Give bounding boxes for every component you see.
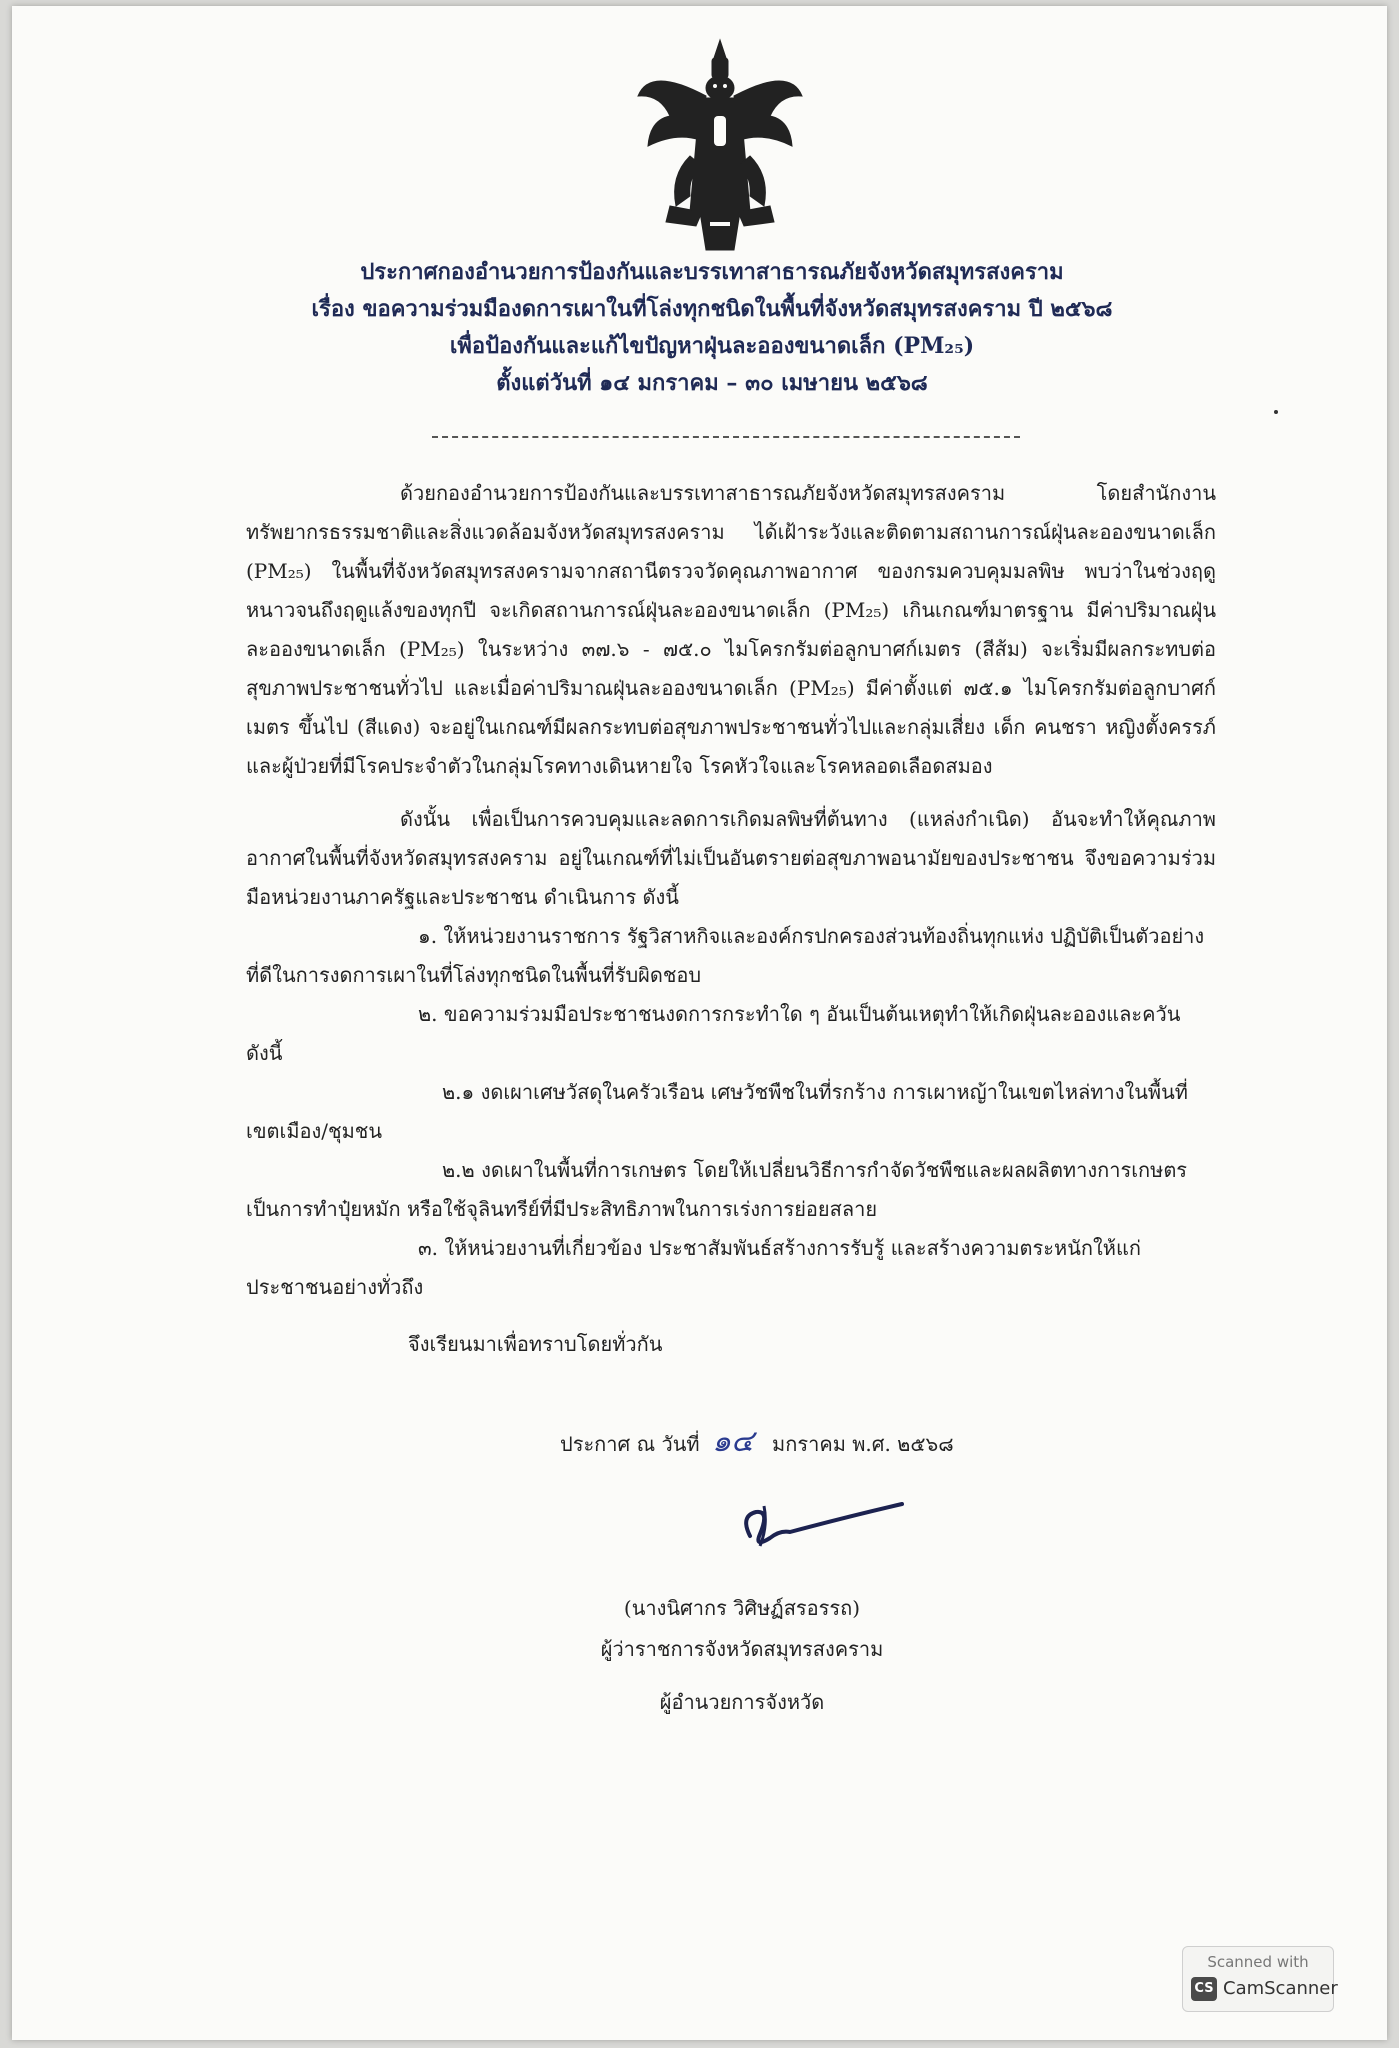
signature-image (730, 1476, 910, 1566)
scan-dot (1274, 410, 1278, 414)
date-day-handwritten: ๑๔ (711, 1424, 754, 1459)
heading-line-4: ตั้งแต่วันที่ ๑๔ มกราคม – ๓๐ เมษายน ๒๕๖๘ (496, 370, 928, 396)
scanned-with-label: Scanned with (1207, 1953, 1309, 1971)
list-item-3: ๓. ให้หน่วยงานที่เกี่ยวข้อง ประชาสัมพันธ์สร้างการรับรู้ และสร้างความตระหนักให้แก่ประชาชนอย่างทั่วถึง (246, 1236, 1141, 1299)
signer-title: ผู้ว่าราชการจังหวัดสมุทรสงคราม (600, 1637, 884, 1661)
paragraph-request: ดังนั้น เพื่อเป็นการควบคุมและลดการเกิดมลพิษที่ต้นทาง (แหล่งกำเนิด) อันจะทำให้คุณภาพอากาศในพื้นที่จังหวัดสมุทรสงคราม อยู่ในเกณฑ์ที่ไม่เป็นอันตรายต่อสุขภาพอนามัยของประชาชน จึงขอความร่วมมือหน่วยงานภาครัฐและประชาชน ดำเนินการ ดังนี้ (246, 807, 1216, 909)
camscanner-logo-icon: CS (1191, 1977, 1217, 2001)
garuda-emblem-icon (630, 36, 810, 256)
list-item-2-2: ๒.๒ งดเผาในพื้นที่การเกษตร โดยให้เปลี่ยนวิธีการกำจัดวัชพืชและผลผลิตทางการเกษตรเป็นการทำปุ๋ยหมัก หรือใช้จุลินทรีย์ที่มีประสิทธิภาพในการเร่งการย่อยสลาย (246, 1158, 1188, 1221)
camscanner-label: CamScanner (1223, 1978, 1338, 1999)
closing-line: จึงเรียนมาเพื่อทราบโดยทั่วกัน (408, 1332, 663, 1356)
list-item-2: ๒. ขอความร่วมมือประชาชนงดการกระทำใด ๆ อันเป็นต้นเหตุทำให้เกิดฝุ่นละอองและควัน ดังนี้ (246, 1002, 1181, 1065)
date-prefix: ประกาศ ณ วันที่ (560, 1432, 700, 1456)
heading-line-1: ประกาศกองอำนวยการป้องกันและบรรเทาสาธารณภัยจังหวัดสมุทรสงคราม (360, 259, 1064, 285)
signer-role: ผู้อำนวยการจังหวัด (659, 1690, 825, 1714)
announcement-date (560, 1418, 954, 1465)
announcement-heading (212, 254, 1212, 402)
signer-block (572, 1588, 912, 1723)
paragraph-background: ด้วยกองอำนวยการป้องกันและบรรเทาสาธารณภัยจังหวัดสมุทรสงคราม โดยสำนักงานทรัพยากรธรรมชาติและสิ่งแวดล้อมจังหวัดสมุทรสงคราม ได้เฝ้าระวังและติดตามสถานการณ์ฝุ่นละอองขนาดเล็ก (PM₂₅) ในพื้นที่จังหวัดสมุทรสงครามจากสถานีตรวจวัดคุณภาพอากาศ ของกรมควบคุมมลพิษ พบว่าในช่วงฤดูหนาวจนถึงฤดูแล้งของทุกปี จะเกิดสถานการณ์ฝุ่นละอองขนาดเล็ก (PM₂₅) เกินเกณฑ์มาตรฐาน มีค่าปริมาณฝุ่นละอองขนาดเล็ก (PM₂₅) ในระหว่าง ๓๗.๖ - ๗๕.๐ ไมโครกรัมต่อลูกบาศก์เมตร (สีส้ม) จะเริ่มมีผลกระทบต่อสุขภาพประชาชนทั่วไป และเมื่อค่าปริมาณฝุ่นละอองขนาดเล็ก (PM₂₅) มีค่าตั้งแต่ ๗๕.๑ ไมโครกรัมต่อลูกบาศก์เมตร ขึ้นไป (สีแดง) จะอยู่ในเกณฑ์มีผลกระทบต่อสุขภาพประชาชนทั่วไปและกลุ่มเสี่ยง เด็ก คนชรา หญิงตั้งครรภ์ และผู้ป่วยที่มีโรคประจำตัวในกลุ่มโรคทางเดินหายใจ โรคหัวใจและโรคหลอดเลือดสมอง (246, 481, 1216, 778)
list-item-1: ๑. ให้หน่วยงานราชการ รัฐวิสาหกิจและองค์กรปกครองส่วนท้องถิ่นทุกแห่ง ปฏิบัติเป็นตัวอย่างที่ดีในการงดการเผาในที่โล่งทุกชนิดในพื้นที่รับผิดชอบ (246, 924, 1205, 987)
heading-line-2: เรื่อง ขอความร่วมมืองดการเผาในที่โล่งทุกชนิดในพื้นที่จังหวัดสมุทรสงคราม ปี ๒๕๖๘ (311, 296, 1113, 322)
divider (432, 436, 1020, 438)
document-page (12, 6, 1387, 2040)
list-item-2-1: ๒.๑ งดเผาเศษวัสดุในครัวเรือน เศษวัชพืชในที่รกร้าง การเผาหญ้าในเขตไหล่ทางในพื้นที่เขตเมือง/ชุมชน (246, 1080, 1188, 1143)
announcement-body (246, 474, 1216, 1384)
heading-line-3: เพื่อป้องกันและแก้ไขปัญหาฝุ่นละอองขนาดเล็ก (PM₂₅) (449, 333, 975, 359)
signer-name: (นางนิศากร วิศิษฏ์สรอรรถ) (623, 1596, 861, 1620)
camscanner-watermark (1182, 1946, 1338, 2012)
date-suffix: มกราคม พ.ศ. ๒๕๖๘ (772, 1432, 954, 1456)
